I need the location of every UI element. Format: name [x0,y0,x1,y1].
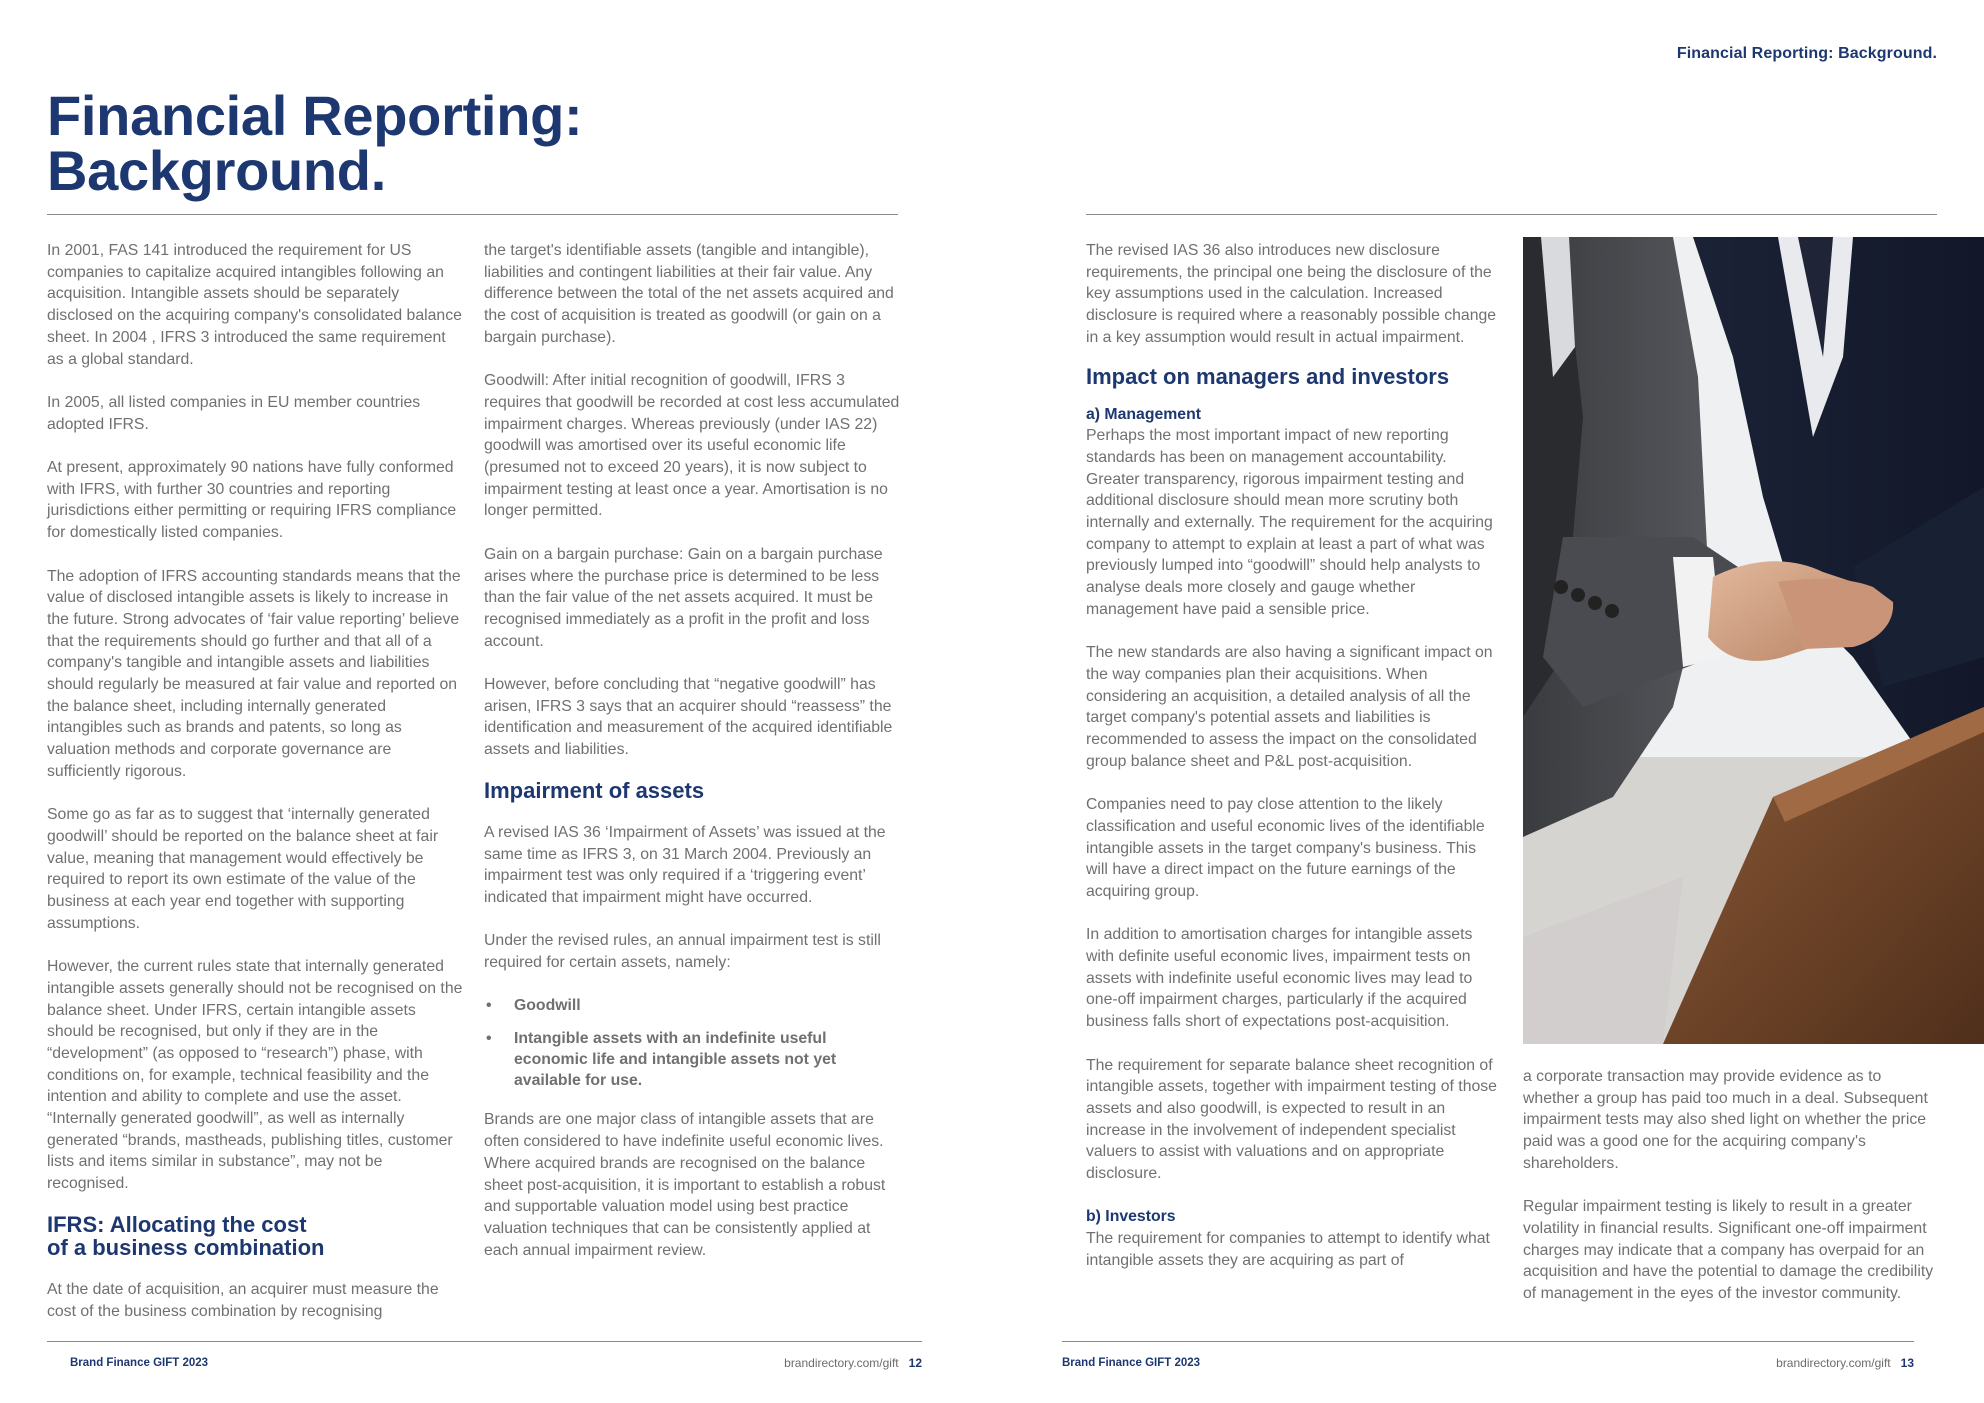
bullet-item [484,995,900,1016]
paragraph: Goodwill: After initial recognition of goodwill, IFRS 3 requires that goodwill be recorded at cost less accumulated impairment charges. Whereas previously (under IAS 22) goodwill was amortised over its useful economic life (presumed not to exceed 20 years), it is now subject to impairment testing at least once a year. Amortisation is no longer permitted. [484,372,900,520]
paragraph: The requirement for separate balance sheet recognition of intangible assets, together with impairment testing of those assets and also goodwill, is expected to result in an increase in the involvement of independent specialist valuers to assist with valuations and on appropriate disclosure. [1086,1056,1497,1183]
bullet-list [484,995,900,1091]
paragraph: The new standards are also having a significant impact on the way companies plan their acquisitions. When considering an acquisition, a detailed analysis of all the target company's potential assets and liabilities is recommended to assess the impact on the consolidated group balance sheet and P&L post-acquisition. [1086,644,1493,770]
page-title [47,84,947,202]
column-1 [47,240,463,1322]
page-number: 13 [1900,1356,1914,1370]
handshake-photo-icon [1523,237,1984,1044]
paragraph: At present, approximately 90 nations have fully conformed with IFRS, with further 30 countries and reporting jurisdictions either permitting or requiring IFRS compliance for domestically listed companies. [47,459,457,542]
page-title-line2: Background. [47,139,386,202]
paragraph: At the date of acquisition, an acquirer must measure the cost of the business combination by recognising [47,1280,439,1320]
paragraph: The revised IAS 36 also introduces new disclosure requirements, the principal one being the disclosure of the key assumptions used in the calculation. Increased disclosure is required where a reasonably possible change in a key assumption would result in actual impairment. [1086,242,1497,346]
section-heading-ifrs [47,1213,463,1259]
paragraph: a corporate transaction may provide evidence as to whether a group has paid too much in a deal. Subsequent impairment tests may also shed light on whether the price paid was a good one for the acquiring company's shareholders. [1523,1068,1928,1172]
subheading-investors: b) Investors [1086,1208,1176,1226]
footer-url[interactable]: brandirectory.com/gift [784,1356,899,1370]
paragraph: However, the current rules state that internally generated intangible assets generally should not be recognised on the balance sheet. Under IFRS, certain intangible assets should be recognised, but only if they are in the “development” (as opposed to “research”) phase, with conditions on, for example, technical feasibility and the intention and ability to complete and use the asset. “Internally generated goodwill”, as well as internally generated “brands, mastheads, publishing titles, customer lists and items similar in substance”, may not be recognised. [47,958,463,1193]
bullet-item [484,1028,900,1091]
footer-rule [47,1341,922,1342]
paragraph: In 2005, all listed companies in EU member countries adopted IFRS. [47,393,421,433]
section-heading-impairment: Impairment of assets [484,777,705,803]
bullet-icon: • [486,997,492,1015]
paragraph: Perhaps the most important impact of new reporting standards has been on management accountability. Greater transparency, rigorous impairment testing and additional disclosure should mean more scrutiny both internally and externally. The requirement for the acquiring company to attempt to explain at least a part of what was previously lumped into “goodwill” should help analysts to analyse deals more closely and gauge whether management have paid a sensible price. [1086,427,1493,618]
footer-rule [1062,1341,1914,1342]
paragraph: The adoption of IFRS accounting standards means that the value of disclosed intangible assets is likely to increase in the future. Strong advocates of ‘fair value reporting’ believe that the requirements should go further and that all of a company's tangible and intangible assets and liabilities should regularly be measured at fair value and reported on the balance sheet, including internally generated intangibles such as brands and patents, so long as valuation methods and corporate governance are sufficiently rigorous. [47,567,461,780]
section-heading-impact: Impact on managers and investors [1086,363,1450,389]
paragraph: Companies need to pay close attention to the likely classification and useful economic lives of the identifiable intangible assets in the target company's business. This will have a direct impact on the future earnings of the acquiring group. [1086,796,1485,900]
handshake-photo [1523,237,1984,1044]
paragraph: The requirement for companies to attempt to identify what intangible assets they are acquiring as part of [1086,1230,1490,1269]
footer-url[interactable]: brandirectory.com/gift [1776,1356,1891,1370]
bullet-text: Goodwill [514,997,581,1015]
paragraph: Under the revised rules, an annual impairment test is still required for certain assets, namely: [484,932,881,972]
paragraph: the target's identifiable assets (tangible and intangible), liabilities and contingent liabilities at their fair value. Any difference between the total of the net assets acquired and the cost of acquisition is treated as goodwill (or gain on a bargain purchase). [484,242,894,346]
paragraph: In 2001, FAS 141 introduced the requirement for US companies to capitalize acquired intangibles following an acquisition. Intangible assets should be separately disclosed on the acquiring company's consolidated balance sheet. In 2004 , IFRS 3 introduced the same requirement as a global standard. [47,242,462,368]
footer-brand: Brand Finance GIFT 2023 [1062,1357,1201,1369]
column-4 [1523,1066,1939,1305]
column-2 [484,240,900,1261]
page-number: 12 [908,1356,922,1370]
paragraph: Gain on a bargain purchase: Gain on a bargain purchase arises where the purchase price is determined to be less than the fair value of the net assets acquired. It must be recognised immediately as a profit in the profit and loss account. [484,545,883,650]
bullet-icon: • [486,1030,492,1048]
running-head: Financial Reporting: Background. [1676,45,1937,62]
bullet-text: Intangible assets with an indefinite useful economic life and intangible assets not yet available for use. [514,1030,837,1090]
title-rule [1086,214,1937,215]
footer-url-page [1776,1356,1914,1370]
column-3 [1086,240,1502,1272]
paragraph: Some go as far as to suggest that ‘internally generated goodwill’ should be reported on the balance sheet at fair value, meaning that management would effectively be required to report its own estimate of the value of the business at each year end together with supporting assumptions. [47,806,439,932]
footer-brand: Brand Finance GIFT 2023 [70,1357,209,1369]
section-heading-line1: IFRS: Allocating the cost [47,1211,307,1237]
subheading-management: a) Management [1086,405,1201,423]
page-title-line1: Financial Reporting: [47,84,583,147]
paragraph: A revised IAS 36 ‘Impairment of Assets’ was issued at the same time as IFRS 3, on 31 March 2004. Previously an impairment test was only required if a ‘triggering event’ indicated that impairment might have occurred. [484,823,886,906]
paragraph: Regular impairment testing is likely to result in a greater volatility in financial results. Significant one-off impairment charges may indicate that a company has overpaid for an acquisition and have the potential to damage the credibility of management in the eyes of the investor community. [1523,1198,1934,1303]
section-heading-line2: of a business combination [47,1234,325,1260]
paragraph: However, before concluding that “negative goodwill” has arisen, IFRS 3 says that an acquirer should “reassess” the identification and measurement of the acquired identifiable assets and liabilities. [484,676,893,759]
title-rule [47,214,898,215]
footer-url-page [784,1356,922,1370]
paragraph: In addition to amortisation charges for intangible assets with definite useful economic lives, impairment tests on assets with indefinite useful economic lives may lead to one-off impairment charges, particularly if the acquired business falls short of expectations post-acquisition. [1086,926,1473,1031]
paragraph: Brands are one major class of intangible assets that are often considered to have indefinite useful economic lives. Where acquired brands are recognised on the balance sheet post-acquisition, it is important to establish a robust and supportable valuation model using best practice valuation techniques that can be consistently applied at each annual impairment review. [484,1111,886,1259]
